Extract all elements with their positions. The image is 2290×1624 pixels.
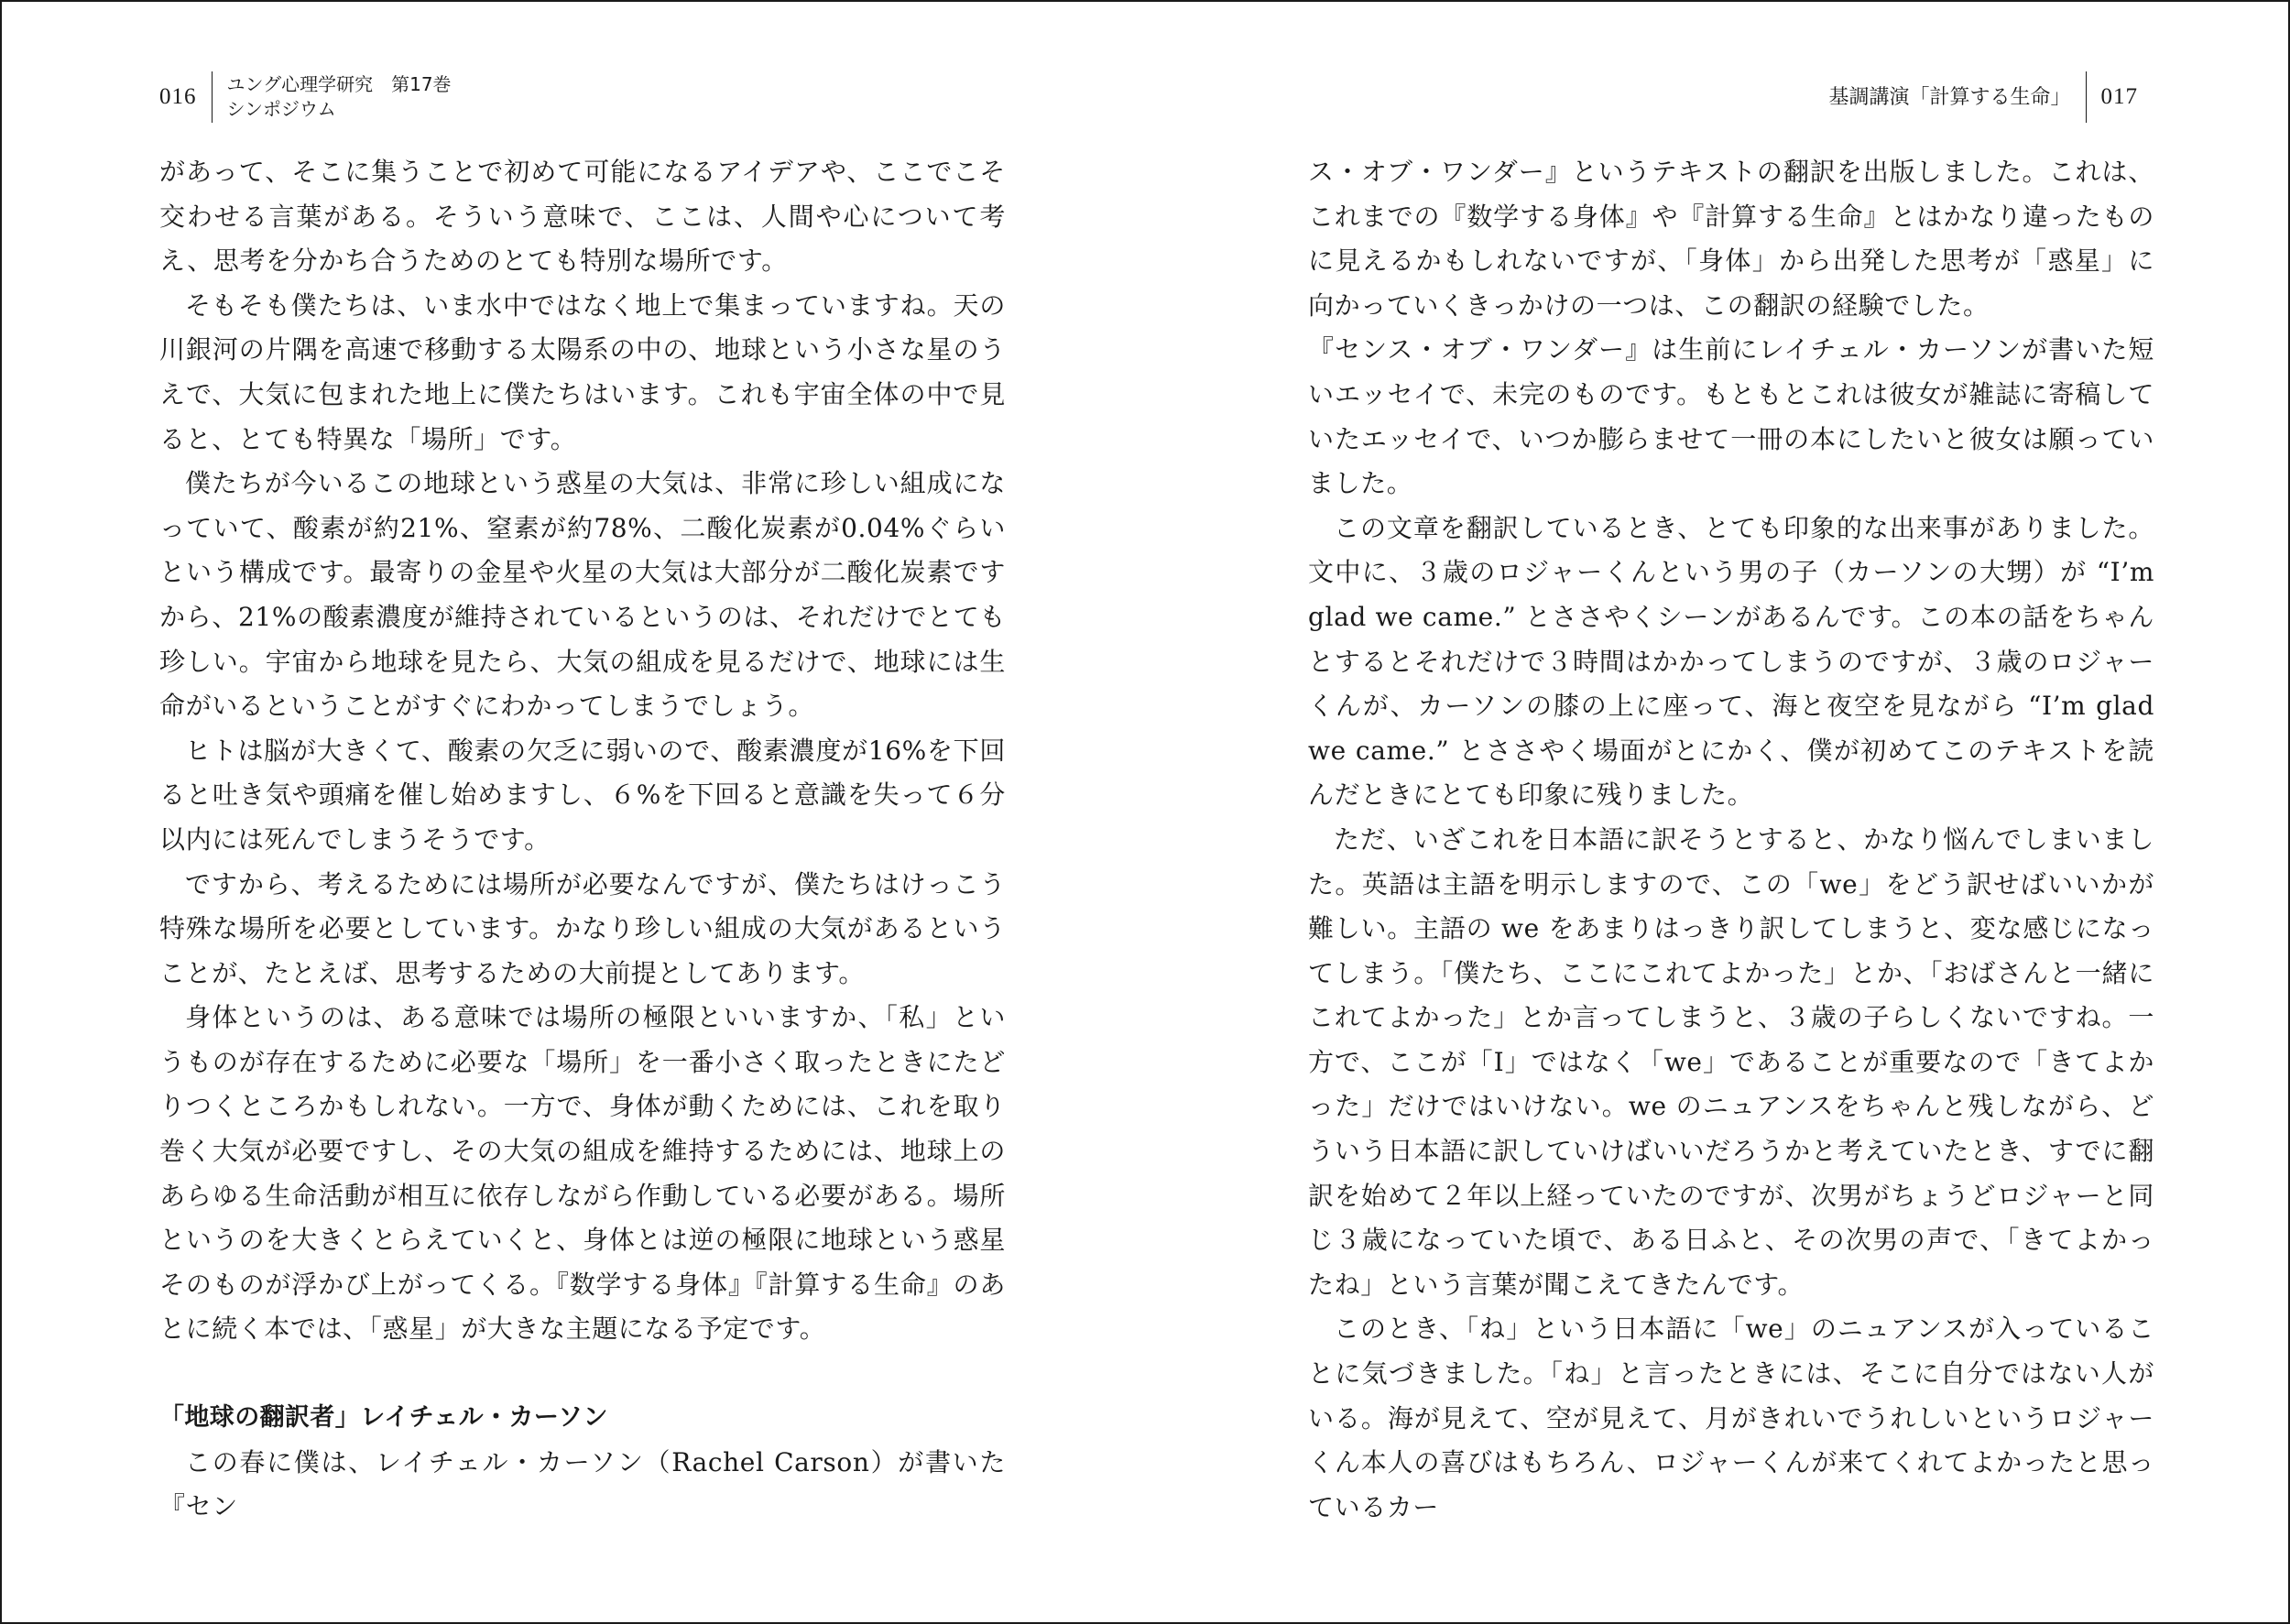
running-header-right <box>1828 71 2138 123</box>
page-number-left: 016 <box>159 84 197 109</box>
paragraph: 僕たちが今いるこの地球という惑星の大気は、非常に珍しい組成になっていて、酸素が約21%、窒素が約78%、二酸化炭素が0.04%ぐらいという構成です。最寄りの金星や火星の大気は大部分が二酸化炭素ですから、21%の酸素濃度が維持されているというのは、それだけでとても珍しい。宇宙から地球を見たら、大気の組成を見るだけで、地球には生命がいるということがすぐにわかってしまうでしょう。 <box>159 468 1006 722</box>
section-heading: 「地球の翻訳者」レイチェル・カーソン <box>159 1403 608 1433</box>
paragraph: この春に僕は、レイチェル・カーソン（Rachel Carson）が書いた『セン <box>159 1446 1006 1522</box>
header-divider-right <box>2086 71 2087 123</box>
running-head-title-left <box>227 72 452 122</box>
paragraph: があって、そこに集うことで初めて可能になるアイデアや、ここでこそ交わせる言葉がある。そういう意味で、ここは、人間や心について考え、思考を分かち合うためのとても特別な場所です。 <box>159 157 1006 277</box>
paragraph: この文章を翻訳しているとき、とても印象的な出来事がありました。文中に、３歳のロジャーくんという男の子（カーソンの大甥）が “I’m glad we came.” とささやくシーンがあるんです。この本の話をちゃんとするとそれだけで３時間はかかってしまうのですが、３歳のロジャーくんが、カーソンの膝の上に座って、海と夜空を見ながら “I’m glad we came.” とささやく場面がとにかく、僕が初めてこのテキストを読んだときにとても印象に残りました。 <box>1308 512 2154 811</box>
paragraph: ただ、いざこれを日本語に訳そうとすると、かなり悩んでしまいました。英語は主語を明示しますので、この「we」をどう訳せばいいかが難しい。主語の we をあまりはっきり訳してしまうと、変な感じになってしまう。「僕たち、ここにこれてよかった」とか、「おばさんと一緒にこれてよかった」とか言ってしまうと、３歳の子らしくないですね。一方で、ここが「I」ではなく「we」であることが重要なので「きてよかった」だけではいけない。we のニュアンスをちゃんと残しながら、どういう日本語に訳していけばいいだろうかと考えていたとき、すでに翻訳を始めて２年以上経っていたのですが、次男がちょうどロジャーと同じ３歳になっていた頃で、ある日ふと、その次男の声で、「きてよかったね」という言葉が聞こえてきたんです。 <box>1308 823 2154 1300</box>
paragraph: そもそも僕たちは、いま水中ではなく地上で集まっていますね。天の川銀河の片隅を高速で移動する太陽系の中の、地球という小さな星のうえで、大気に包まれた地上に僕たちはいます。これも宇宙全体の中で見ると、とても特異な「場所」です。 <box>159 289 1006 454</box>
paragraph: 『センス・オブ・ワンダー』は生前にレイチェル・カーソンが書いた短いエッセイで、未完のものです。もともとこれは彼女が雑誌に寄稿していたエッセイで、いつか膨らませて一冊の本にしたいと彼女は願っていました。 <box>1308 334 2154 499</box>
paragraph: ですから、考えるためには場所が必要なんですが、僕たちはけっこう特殊な場所を必要としています。かなり珍しい組成の大気があるということが、たとえば、思考するための大前提としてあります。 <box>159 868 1006 988</box>
running-header-left <box>159 71 452 123</box>
paragraph: 身体というのは、ある意味では場所の極限といいますか、「私」というものが存在するために必要な「場所」を一番小さく取ったときにたどりつくところかもしれない。一方で、身体が動くためには、これを取り巻く大気が必要ですし、その大気の組成を維持するためには、地球上のあらゆる生命活動が相互に依存しながら作動している必要がある。場所というのを大きくとらえていくと、身体とは逆の極限に地球という惑星そのものが浮かび上がってくる。『数学する身体』『計算する生命』のあとに続く本では、「惑星」が大きな主題になる予定です。 <box>159 1002 1006 1345</box>
left-page-body <box>159 150 1006 1530</box>
right-page-body <box>1308 150 2154 1530</box>
running-head-title-right: 基調講演「計算する生命」 <box>1828 85 2071 109</box>
header-divider-left <box>212 71 213 123</box>
paragraph: ヒトは脳が大きくて、酸素の欠乏に弱いので、酸素濃度が16%を下回ると吐き気や頭痛を催し始めますし、６%を下回ると意識を失って６分以内には死んでしまうそうです。 <box>159 735 1006 855</box>
running-head-line1: ユング心理学研究 第17巻 <box>226 73 452 95</box>
left-page <box>2 2 1147 1622</box>
paragraph: このとき、「ね」という日本語に「we」のニュアンスが入っていることに気づきました。「ね」と言ったときには、そこに自分ではない人がいる。海が見えて、空が見えて、月がきれいでうれしいというロジャーくん本人の喜びはもちろん、ロジャーくんが来てくれてよかったと思っているカー <box>1308 1313 2154 1522</box>
paragraph: ス・オブ・ワンダー』というテキストの翻訳を出版しました。これは、これまでの『数学する身体』や『計算する生命』とはかなり違ったものに見えるかもしれないですが、「身体」から出発した思考が「惑星」に向かっていくきっかけの一つは、この翻訳の経験でした。 <box>1308 157 2154 321</box>
page-number-right: 017 <box>2100 84 2138 109</box>
running-head-line2: シンポジウム <box>226 98 336 120</box>
